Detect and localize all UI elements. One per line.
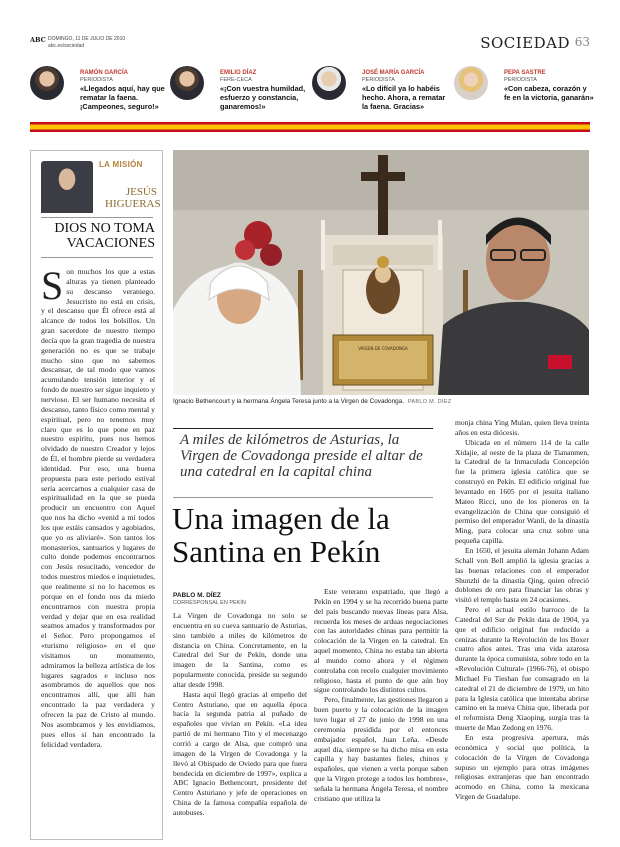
paragraph: Ubicada en el número 114 de la calle Xidajie, al oeste de la plaza de Tiananmen, la Catedral de la Inmaculada Concepción fue la primera iglesia católica que se construyó en Pekín. El edificio original fue levantado en 1605 por el jesuita italiano Mateo Ricci, uno de los pioneros en la evangelización de China que consiguió el permiso del emperador Wanli, de la dinastía Ming, para colocar una cruz sobre una pequeña capilla.: [455, 437, 589, 546]
paragraph: En 1650, el jesuita alemán Johann Adam Schall von Bell amplió la iglesia gracias a las buenas relaciones con el emperador Shunzhi de la dinastía Qing, quien ofreció doblones de oro para financiar las obras y visitó el templo hasta en 24 ocasiones.: [455, 545, 589, 605]
divider: [41, 217, 153, 218]
article-headline: Una imagen de la Santina en Pekín: [172, 501, 390, 569]
avatar: [170, 66, 204, 100]
article-photo: [173, 150, 589, 395]
avatar: [454, 66, 488, 100]
divider: [41, 257, 153, 258]
issue-date: DOMINGO, 11 DE JULIO DE 2010: [48, 36, 126, 42]
article-column-2: [314, 587, 448, 804]
photo-credit: PABLO M. DÍEZ: [407, 399, 452, 405]
quote-item: [170, 60, 310, 120]
quote-role: PERIODISTA: [362, 77, 395, 83]
column-text: on muchos los que a estas alturas ya tienen planteado su descanso veraniego. Jesucristo no está en crisis, y el descanso que Él ofrece está al alcance de todos los bolsillos. Un gran sacerdote de nuestro tiempo decía que la gran tragedia de nuestra generación no es que se trabaje mucho sino que no sabemos descansar, de tal modo que vamos acumulando tensión interior y el fondo de nuestro ser sigue inquieto y nervioso. El ser humano necesita el descanso, tanto físico como mental y espiritual, pero no tenemos muy claro que es lo que pone en paz nuestro espíritu, pues nos hemos olvidado de nuestro Creador y lejos de Él, el hombre pierde su verdadera identidad. Por eso, una buena propuesta para este periodo estival sería acercarnos a cualquier casa de espiritualidad en la que se pueda producir un encuentro con Aquel que nos ha dicho «venid a mí todos los que estáis cansados y agobiados, que yo os aliviaré». Son tantos los monasterios, santuarios y lugares de culto donde podemos encontrarnos con Jesús resucitado, vencedor de todos nuestros miedos e inquietudes, que realmente si no lo hacemos es porque en el fondo nos da miedo encontrarnos con nuestra propia verdad y dejar que en esa realidad seamos amados y transformados por el Señor. Pero propongamos el «turismo religioso» en el que visitamos un monumento, admiramos la belleza artística de los lugares sagrados e incluso nos asombramos de aquellos que nos encontramos allí, que allí han encontrado la paz verdadera y ofrecen la paz de Cristo al mundo. Nos asombramos y les envidiamos, pues ellos sí han encontrado la felicidad verdadera.: [41, 267, 155, 749]
paragraph: monja china Ying Mulan, quien lleva treinta años en esta diócesis.: [455, 418, 589, 437]
photo-illustration: [173, 150, 589, 395]
column-title: DIOS NO TOMA VACACIONES: [54, 221, 155, 251]
plaque-text: VIRGEN DE COVADONGA: [358, 346, 408, 351]
quote-role: FERE-CECA: [220, 77, 252, 83]
article-column-1: [173, 611, 307, 818]
quote-text: «Con cabeza, corazón y fe en la victoria, ganarán»: [504, 84, 594, 102]
article-subhead: A miles de kilómetros de Asturias, la Virgen de Covadonga preside el altar de una catedral en la capital china: [180, 432, 423, 480]
page-number: 63: [574, 35, 590, 49]
quote-item: [312, 60, 452, 120]
quote-text: «¡Con vuestra humildad, esfuerzo y constancia, ganaremos!»: [220, 84, 306, 111]
quote-role: PERIODISTA: [504, 77, 537, 83]
quotes-strip: [30, 60, 594, 120]
quote-author: EMILIO DÍAZ: [220, 70, 257, 76]
quote-author: PEPA SASTRE: [504, 70, 546, 76]
column-author: JESÚS HIGUERAS: [105, 186, 161, 210]
divider: [173, 428, 433, 429]
caption-text: Ignacio Bethencourt y la hermana Ángela Teresa junto a la Virgen de Covadonga.: [173, 398, 405, 405]
opinion-sidebar: [30, 150, 163, 840]
drop-cap: S: [41, 263, 64, 308]
byline-role: CORRESPONSAL EN PEKÍN: [173, 600, 246, 606]
quote-author: JOSÉ MARÍA GARCÍA: [362, 70, 425, 76]
quote-item: [30, 60, 170, 120]
author-photo: [41, 161, 93, 213]
quote-role: PERIODISTA: [80, 77, 113, 83]
quote-item: [454, 60, 594, 120]
flag-banner: [30, 122, 590, 132]
paragraph: Pero, finalmente, las gestiones llegaron a buen puerto y la colocación de la imagen tuvo lugar el 27 de junio de 1998 en una ceremonia presidida por el entonces embajador español, Juan Leña. «Desde aquel día, siempre se ha dicho misa en esta capilla y hay bastantes fieles, chinos y españoles, que vienen a verla porque saben que la Virgen protege a todos los hombres», señala la hermana Ángela Teresa, el nombre cristiano que utiliza la: [314, 695, 448, 803]
paragraph: La Virgen de Covadonga no solo se encuentra en su cueva santuario de Asturias, sino también a miles de kilómetros de distancia en China. Concretamente, en la Catedral del Sur de Pekín, donde una imagen de la Santina, como es popularmente conocida, preside su segundo altar desde 1998.: [173, 611, 307, 689]
column-kicker: LA MISIÓN: [99, 160, 143, 169]
photo-caption: [173, 398, 593, 405]
divider: [173, 497, 433, 498]
section-url: abc.es/sociedad: [48, 43, 85, 49]
article-column-3: [455, 418, 589, 802]
page-header: [30, 36, 590, 54]
paragraph: Este veterano expatriado, que llegó a Pekín en 1994 y se ha recorrido buena parte del país buscando nuevas líneas para Alsa, recuerda los meses de arduas negociaciones con las autoridades chinas para permitir la colocación de la Virgen en la catedral. En aquel momento, China no estaba tan abierta al mundo como ahora y el régimen controlaba con recelo cualquier movimiento religioso, hasta el punto de que aún hoy sigue controlando los distintos cultos.: [314, 587, 448, 695]
paragraph: Hasta aquí llegó gracias al empeño del Centro Asturiano, que en aquella época hacía la segunda patria al puñado de españoles que vivían en Pekín. «La idea partió de mi hermano Tito y el mecenazgo corrió a cargo de Alsa, que compró una imagen de la Virgen de Covadonga y la llevó al Obispado de Oviedo para que fuera bendecida en diciembre de 1997», explica a ABC Ignacio Bethencourt, presidente del Centro Asturiano y jefe de operaciones en China de la famosa compañía española de autobuses.: [173, 689, 307, 817]
article-byline: PABLO M. DÍEZ: [173, 592, 221, 599]
quote-text: «Lo difícil ya lo habéis hecho. Ahora, a rematar la faena. Gracias»: [362, 84, 446, 111]
paragraph: En esta progresiva apertura, más económica y social que política, la colocación de la Virgen de Covadonga supuso un ejemplo para otras imágenes religiosas extranjeras que han encontrado acomodo en China, como la mexicana Virgen de Guadalupe.: [455, 733, 589, 802]
avatar: [30, 66, 64, 100]
avatar: [312, 66, 346, 100]
quote-author: RAMÓN GARCÍA: [80, 70, 128, 76]
section-title: SOCIEDAD: [480, 34, 570, 52]
column-body: [41, 263, 155, 749]
paragraph: Pero el actual estilo barroco de la Catedral del Sur de Pekín data de 1904, ya que el edificio original fue reducido a cenizas durante la Revolución de los Boxer cuatro años antes. Tras una vida azarosa durante la época comunista, sobre todo en la «Revolución Cultural» (1966-76), el obispo Michael Fu Tieshan fue consagrado en la catedral el 21 de diciembre de 1979, un hito para la Iglesia católica que intentaba abrirse camino en la nueva China que, liberada por el reformista Deng Xiaoping, surgía tras la muerte de Mao Zedong en 1976.: [455, 605, 589, 733]
quote-text: «Llegados aquí, hay que rematar la faena. ¡Campeones, seguro!»: [80, 84, 165, 111]
newspaper-logo: ABC: [30, 36, 46, 44]
